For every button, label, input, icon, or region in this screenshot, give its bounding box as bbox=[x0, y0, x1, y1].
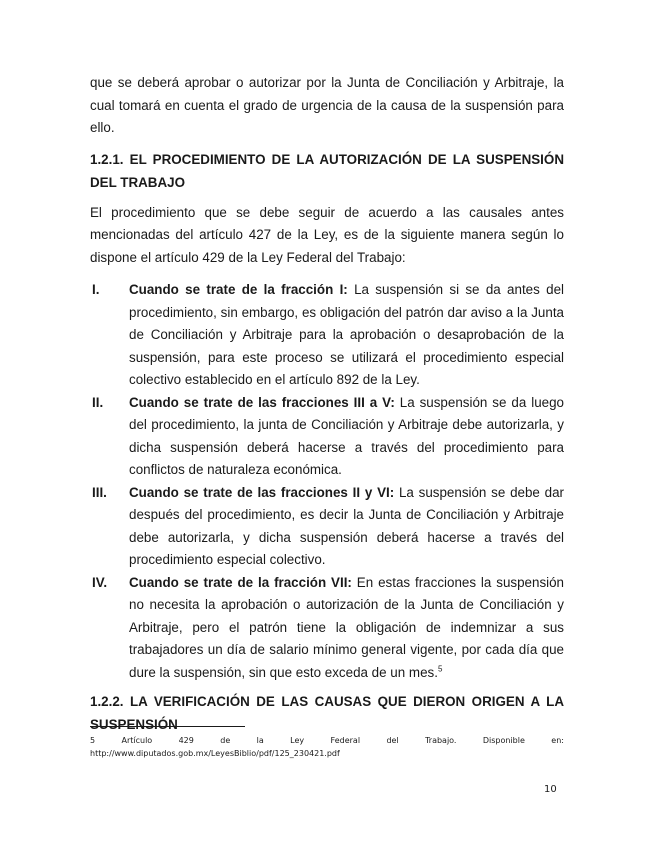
footnote-separator bbox=[90, 726, 245, 727]
footnote-word: Artículo bbox=[121, 736, 153, 745]
list-item-number: III. bbox=[92, 484, 107, 500]
list-item-text: La suspensión se debe dar después del procedimiento, es decir la Junta de Conciliación y Arbitraje debe autorizarla, y dicha suspensión deberá hacerse a través del procedimiento especial colectivo. bbox=[129, 484, 564, 567]
footnote-citation bbox=[90, 734, 564, 747]
footnote-word: del bbox=[386, 736, 399, 745]
list-item bbox=[90, 392, 564, 482]
page-number: 10 bbox=[544, 784, 557, 795]
list-item bbox=[90, 482, 564, 572]
list-item-number: IV. bbox=[92, 574, 108, 590]
intro-paragraph: que se deberá aprobar o autorizar por la Junta de Conciliación y Arbitraje, la cual tomará en cuenta el grado de urgencia de la causa de la suspensión para ello. bbox=[90, 75, 564, 135]
footnote bbox=[90, 734, 564, 760]
footnote-marker: 5 bbox=[90, 736, 96, 745]
list-item-lead: Cuando se trate de las fracciones III a V: bbox=[129, 394, 395, 410]
footnote-word: Federal bbox=[330, 736, 361, 745]
list-item bbox=[90, 572, 564, 685]
list-item-lead: Cuando se trate de la fracción I: bbox=[129, 282, 348, 297]
list-item bbox=[90, 279, 564, 392]
footnote-word: Trabajo. bbox=[425, 736, 457, 745]
section-heading-1-2-1: 1.2.1. EL PROCEDIMIENTO DE LA AUTORIZACIÓN DE LA SUSPENSIÓN DEL TRABAJO bbox=[90, 151, 564, 190]
footnote-url[interactable]: http://www.diputados.gob.mx/LeyesBiblio/pdf/125_230421.pdf bbox=[90, 749, 340, 758]
footnote-reference[interactable]: 5 bbox=[437, 664, 443, 674]
footnote-word: Ley bbox=[290, 736, 305, 745]
fraction-list bbox=[90, 279, 564, 684]
list-item-number: I. bbox=[92, 282, 100, 297]
procedure-paragraph: El procedimiento que se debe seguir de acuerdo a las causales antes mencionadas del artículo 427 de la Ley, es de la siguiente manera según lo dispone el artículo 429 de la Ley Federal del Trabajo: bbox=[90, 204, 564, 265]
list-item-lead: Cuando se trate de las fracciones II y VI: bbox=[129, 484, 395, 500]
list-item-number: II. bbox=[92, 394, 104, 410]
section-heading-1-2-2: 1.2.2. LA VERIFICACIÓN DE LAS CAUSAS QUE DIERON ORIGEN A LA SUSPENSIÓN bbox=[90, 694, 564, 732]
list-item-text: En estas fracciones la suspensión no necesita la aprobación o autorización de la Junta de Conciliación y Arbitraje, pero el patrón tiene la obligación de indemnizar a sus trabajadores un día de salario mínimo general vigente, por cada día que dure la suspensión, sin que esto exceda de un mes. bbox=[129, 574, 565, 680]
footnote-word: Disponible bbox=[482, 736, 525, 745]
document-body bbox=[90, 72, 564, 736]
list-item-text: La suspensión se da luego del procedimiento, la junta de Conciliación y Arbitraje debe autorizarla, y dicha suspensión deberá hacerse a través del procedimiento para conflictos de naturaleza económica. bbox=[129, 394, 564, 477]
footnote-word: 429 bbox=[178, 736, 194, 745]
footnote-word: la bbox=[256, 736, 264, 745]
footnote-word: de bbox=[220, 736, 231, 745]
list-item-lead: Cuando se trate de la fracción VII: bbox=[129, 574, 352, 590]
list-item-text: La suspensión si se da antes del procedimiento, sin embargo, es obligación del patrón dar aviso a la Junta de Conciliación y Arbitraje para la aprobación o desaprobación de la suspensión, para este proceso se utilizará el procedimiento especial colectivo establecido en el artículo 892 de la Ley. bbox=[129, 282, 564, 387]
footnote-word: en: bbox=[551, 736, 564, 745]
